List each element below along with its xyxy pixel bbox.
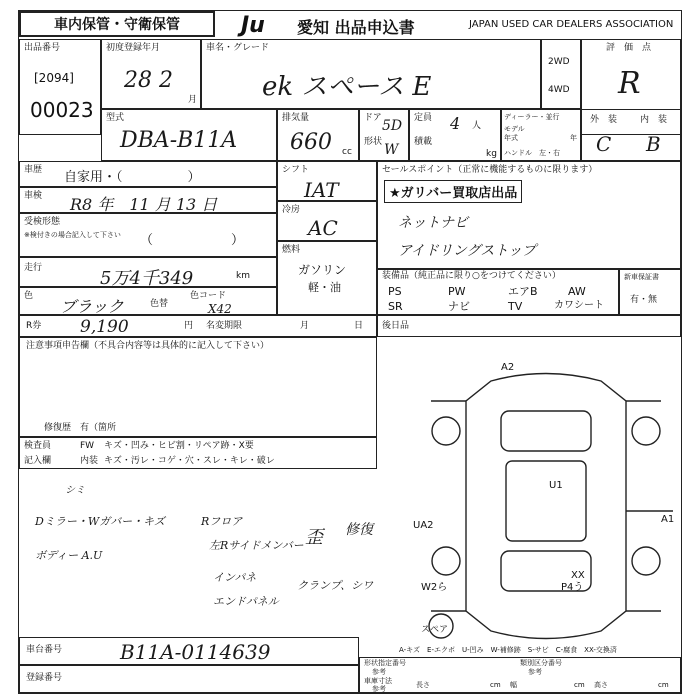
diag-a2: A2: [501, 362, 515, 373]
note-r1: Rフロア: [201, 515, 243, 528]
ext-grade: C: [596, 132, 612, 156]
diag-p4r: P4う: [561, 582, 584, 593]
recycle-value: 9,190: [80, 317, 129, 337]
color-value: ブラック: [60, 297, 124, 316]
note-r3: インパネ: [213, 571, 257, 584]
model-value: ek スペース E: [262, 72, 432, 102]
equip-ps: PS: [388, 285, 402, 298]
note-l2: ボディー A.U: [35, 549, 103, 562]
auction-sheet: 車内保管・守衛保管 Ju 愛知 出品申込書 JAPAN USED CAR DEALERS ASSOCIATION 出品番号 [2094] 00023 初度登録年月 28 2 月 車名・グレード ek スペース E 2WD 4WD 評 価 点 R 型式 DBA-B11A 排気量 660 cc ドア 5D 形状 W 定員 4 人 積載 kg ディーラー・並行 モデル 年式 年 ハンドル 左・右 外 装 内 装 C B 車歴 自家用・（ ） 車検 R8 年 11 月 13 日 受検形態 ※検付きの場合記入して下さい （ ） 走行 5万4千349 km 色 ブラック 色替 色コード X42 シフト IAT 冷房 AC 燃料 ガソリン 軽・油 セールスポイント（正常に機能するものに限ります） ★ガリバー買取店出品 ネットナビ アイドリングストップ 装備品（純正品に限り○をつけてください） PS PW エアB AW SR ナビ TV カワシート 新車保証書 有・無 R券 9,190 円 名変期限 月 日 後日品 注意事項申告欄（不具合内容等は具体的に記入して下さい） 修復歴 有（箇所 検査員 記入欄 FW キズ・凹み・ヒビ割・リペア跡・X要 内装 キズ・汚レ・コゲ・穴・スレ・キレ・破レ シミ Dミラー・Wガバー・キズ ボディー A.U Rフロア 左Rサイドメンバー インパネ エンドパネル 歪 修復 クランプ、シワ A2 U1 A1 UA2 XX P4う W2ら スペア A-キズ E-エクボ U-凹み W-補修跡 S-サビ C-腐食 XX-交換済 車台番号 B11A-0114639 登録番号 形状指定番号 参考 類別区分番号 参考 車庫寸法 参考 長さ cm 幅 cm 高さ cm: [18, 10, 682, 694]
selling-points-box: セールスポイント（正常に機能するものに限ります） ★ガリバー買取店出品 ネットナビ アイドリングストップ: [377, 161, 681, 269]
inspection-row: 車検 R8 年 11 月 13 日: [19, 187, 277, 213]
history-row: 車歴 自家用・（ ）: [19, 161, 277, 187]
dealer-box: ディーラー・並行 モデル 年式 年 ハンドル 左・右: [501, 109, 581, 161]
test-type-row: 受検形態 ※検付きの場合記入して下さい （ ）: [19, 213, 277, 257]
sp-line2: アイドリングストップ: [398, 243, 536, 259]
shift-box: シフト IAT: [277, 161, 377, 201]
displacement-value: 660: [290, 130, 332, 155]
displacement-box: 排気量 660 cc: [277, 109, 359, 161]
diag-xx: XX: [571, 570, 585, 581]
drive-box: 2WD 4WD: [541, 39, 581, 109]
chassis-value: B11A-0114639: [120, 640, 271, 664]
mileage-value: 5万4千349: [100, 268, 194, 289]
chassis-row: 車台番号 B11A-0114639: [19, 637, 359, 665]
equip-navi: ナビ: [448, 300, 470, 313]
capacity-value: 4: [450, 114, 461, 133]
diag-a1: A1: [661, 514, 675, 525]
warranty-box: 新車保証書 有・無: [619, 269, 681, 315]
equip-pw: PW: [448, 285, 466, 298]
lot-number: 00023: [30, 98, 94, 122]
equip-tv: TV: [508, 300, 523, 313]
recycle-row: R券 9,190 円 名変期限 月 日: [19, 315, 377, 337]
grade-value: R: [618, 66, 641, 101]
diagram-legend: A-キズ E-エクボ U-凹み W-補修跡 S-サビ C-腐食 XX-交換済: [399, 646, 617, 654]
diag-spare: スペア: [421, 625, 449, 635]
grade-box: 評 価 点 R: [581, 39, 681, 135]
doc-title: 愛知 出品申込書: [297, 18, 415, 37]
diag-u1: U1: [549, 480, 563, 491]
storage-title: 車内保管・守衛保管: [19, 11, 215, 37]
first-reg-value: 28 2: [124, 68, 173, 93]
equipment-box: 装備品（純正品に限り○をつけてください） PS PW エアB AW SR ナビ TV カワシート: [377, 269, 619, 315]
diag-ua2: UA2: [413, 520, 434, 531]
equip-sr: SR: [388, 300, 403, 313]
history-value: 自家用・（ ）: [64, 170, 201, 185]
note-repair: 修復: [345, 522, 373, 538]
first-reg-box: 初度登録年月 28 2 月: [101, 39, 201, 109]
lot-box: 出品番号 [2094] 00023: [19, 39, 101, 135]
capacity-box: 定員 4 人 積載 kg: [409, 109, 501, 161]
note-clamp: クランプ、シワ: [297, 579, 374, 592]
doors-box: ドア 5D 形状 W: [359, 109, 409, 161]
shape-value: W: [384, 142, 399, 158]
footer-grid: 形状指定番号 参考 類別区分番号 参考 車庫寸法 参考 長さ cm 幅 cm 高さ cm: [359, 657, 681, 693]
note-r2: 左Rサイドメンバー: [209, 539, 304, 552]
color-row: 色 ブラック 色替 色コード X42: [19, 287, 277, 315]
ac-value: AC: [308, 216, 338, 240]
sp-line1: ネットナビ: [398, 215, 468, 231]
int-grade: B: [646, 132, 661, 156]
assoc-name: JAPAN USED CAR DEALERS ASSOCIATION: [469, 19, 674, 30]
fuel-box: 燃料 ガソリン 軽・油: [277, 241, 377, 315]
inspection-value: R8 年 11 月 13 日: [70, 195, 218, 214]
color-code: X42: [208, 302, 232, 316]
reg-row: 登録番号: [19, 665, 359, 693]
type-box: 型式 DBA-B11A: [101, 109, 277, 161]
diag-w2: W2ら: [421, 582, 448, 593]
equip-aw: AW: [568, 285, 586, 298]
fuel-value: ガソリン: [298, 263, 347, 277]
note-l1: Dミラー・Wガバー・キズ: [35, 515, 165, 528]
ext-int-box: 外 装 内 装 C B: [581, 109, 681, 161]
lot-bracket: [2094]: [34, 71, 74, 85]
ac-box: 冷房 AC: [277, 201, 377, 241]
ju-logo: Ju: [241, 13, 265, 38]
doors-value: 5D: [382, 118, 403, 134]
equip-airbag: エアB: [508, 285, 538, 298]
car-diagram: [411, 361, 681, 651]
rear-box: 後日品: [377, 315, 681, 337]
equip-seat: カワシート: [554, 300, 604, 311]
note-r4: エンドパネル: [213, 595, 279, 608]
mileage-row: 走行 5万4千349 km: [19, 257, 277, 287]
model-box: 車名・グレード ek スペース E: [201, 39, 541, 109]
gulliver-banner: ★ガリバー買取店出品: [384, 180, 522, 203]
notes-box: 注意事項申告欄（不具合内容等は具体的に記入して下さい） 修復歴 有（箇所: [19, 337, 377, 437]
shift-value: IAT: [304, 178, 339, 202]
note-mark: 歪: [305, 527, 323, 548]
inspector-box: 検査員 記入欄 FW キズ・凹み・ヒビ割・リペア跡・X要 内装 キズ・汚レ・コゲ・穴・スレ・キレ・破レ: [19, 437, 377, 469]
type-value: DBA-B11A: [120, 128, 238, 153]
